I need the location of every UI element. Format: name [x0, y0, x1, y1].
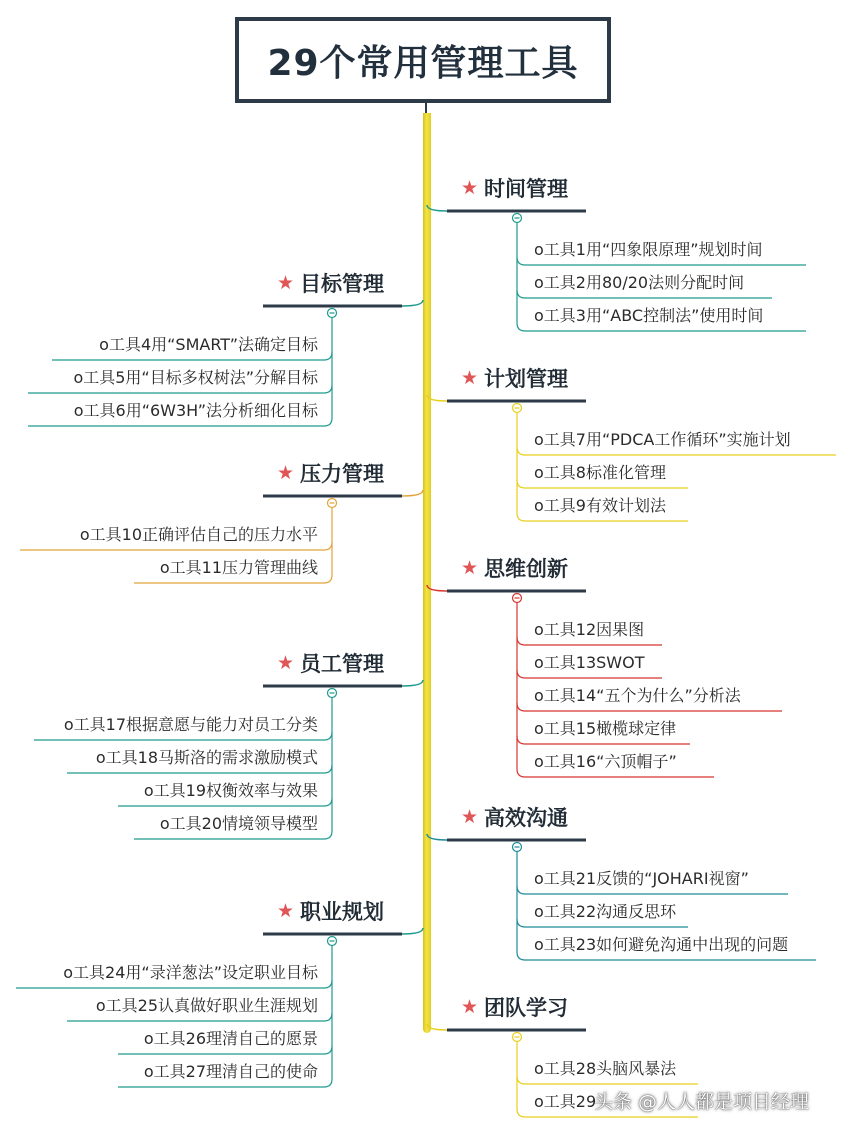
- category-label: 高效沟通: [484, 806, 569, 830]
- category-thinking[interactable]: [461, 551, 568, 585]
- category-label: 目标管理: [300, 272, 385, 296]
- category-label: 团队学习: [484, 996, 569, 1020]
- category-team[interactable]: [461, 990, 568, 1024]
- category-comm[interactable]: [461, 800, 568, 834]
- category-label: 思维创新: [484, 557, 569, 581]
- category-label: 计划管理: [484, 367, 569, 391]
- mindmap-title: 29个常用管理工具: [235, 17, 611, 103]
- star-icon: ★: [277, 651, 295, 674]
- star-icon: ★: [461, 176, 479, 199]
- tool-item[interactable]: o工具11压力管理曲线: [159, 558, 318, 577]
- category-label: 压力管理: [300, 462, 385, 486]
- branch-connector: [402, 928, 423, 934]
- tool-item[interactable]: o工具13SWOT: [534, 653, 645, 672]
- star-icon: ★: [461, 805, 479, 828]
- tool-item[interactable]: o工具22沟通反思环: [534, 902, 677, 921]
- tool-item[interactable]: o工具12因果图: [534, 620, 645, 639]
- tool-item[interactable]: o工具20情境领导模型: [159, 814, 318, 833]
- tool-item[interactable]: o工具25认真做好职业生涯规划: [95, 996, 318, 1015]
- tool-item[interactable]: o工具16“六顶帽子”: [534, 752, 677, 771]
- branch-connector: [402, 300, 423, 306]
- tool-item[interactable]: o工具2用80/20法则分配时间: [534, 273, 745, 292]
- star-icon: ★: [461, 556, 479, 579]
- tool-item[interactable]: o工具27理清自己的使命: [143, 1062, 318, 1081]
- star-icon: ★: [461, 366, 479, 389]
- star-icon: ★: [277, 899, 295, 922]
- tool-item[interactable]: o工具1用“四象限原理”规划时间: [534, 240, 763, 259]
- watermark: 头条 @人人都是项目经理: [594, 1091, 810, 1113]
- branch-connector: [402, 490, 423, 496]
- tool-item[interactable]: o工具6用“6W3H”法分析细化目标: [73, 401, 318, 420]
- category-label: 员工管理: [300, 652, 385, 676]
- branch-connector: [427, 1024, 447, 1030]
- branch-connector: [402, 680, 423, 686]
- branch-connector: [427, 834, 447, 840]
- tool-item[interactable]: o工具19权衡效率与效果: [143, 781, 318, 800]
- tool-item[interactable]: o工具18马斯洛的需求激励模式: [95, 748, 318, 767]
- tool-item[interactable]: o工具28头脑风暴法: [534, 1059, 677, 1078]
- tool-item[interactable]: o工具3用“ABC控制法”使用时间: [534, 306, 764, 325]
- star-icon: ★: [277, 461, 295, 484]
- tool-item[interactable]: o工具15橄榄球定律: [534, 719, 677, 738]
- tool-item[interactable]: o工具5用“目标多权树法”分解目标: [73, 368, 318, 387]
- category-label: 时间管理: [484, 177, 569, 201]
- tool-item[interactable]: o工具7用“PDCA工作循环”实施计划: [534, 430, 791, 449]
- category-staff[interactable]: [277, 646, 384, 680]
- category-goal[interactable]: [277, 266, 384, 300]
- tool-item[interactable]: o工具9有效计划法: [534, 496, 666, 515]
- category-stress[interactable]: [277, 456, 384, 490]
- tool-item[interactable]: o工具14“五个为什么”分析法: [534, 686, 741, 705]
- tool-item[interactable]: o工具29: [534, 1092, 597, 1111]
- tool-item[interactable]: o工具26理清自己的愿景: [143, 1029, 318, 1048]
- star-icon: ★: [277, 271, 295, 294]
- tool-item[interactable]: o工具17根据意愿与能力对员工分类: [63, 715, 318, 734]
- category-time[interactable]: [461, 171, 568, 205]
- tool-item[interactable]: o工具8标准化管理: [534, 463, 666, 482]
- category-label: 职业规划: [300, 900, 385, 924]
- tool-item[interactable]: o工具23如何避免沟通中出现的问题: [534, 935, 789, 954]
- star-icon: ★: [461, 995, 479, 1018]
- tool-item[interactable]: o工具10正确评估自己的压力水平: [79, 525, 318, 544]
- branch-connector: [427, 395, 447, 401]
- branch-connector: [427, 585, 447, 591]
- branch-connector: [427, 205, 447, 211]
- category-plan[interactable]: [461, 361, 568, 395]
- category-career[interactable]: [277, 894, 384, 928]
- tool-item[interactable]: o工具24用“录洋葱法”设定职业目标: [63, 963, 318, 982]
- tool-item[interactable]: o工具21反馈的“JOHARI视窗”: [534, 869, 749, 888]
- tool-item[interactable]: o工具4用“SMART”法确定目标: [99, 335, 318, 354]
